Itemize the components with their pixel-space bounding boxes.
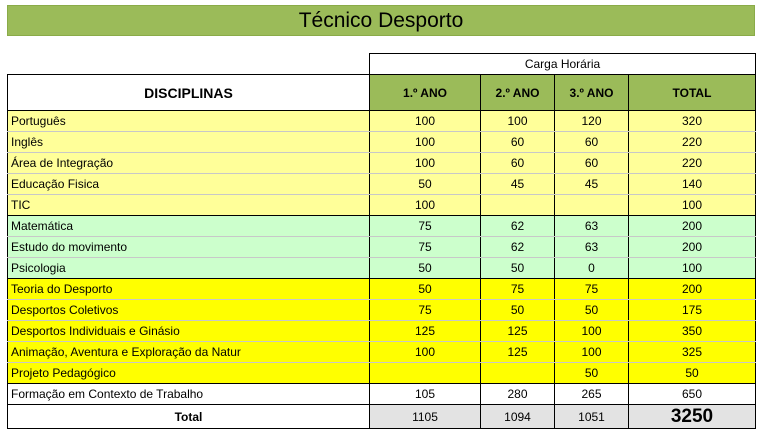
total-hours: 100 <box>629 258 756 279</box>
discipline-name: Português <box>8 111 370 132</box>
ano-3-hours: 120 <box>555 111 629 132</box>
ano-2-hours: 60 <box>481 153 555 174</box>
ano-2-hours <box>481 195 555 216</box>
ano-2-hours: 60 <box>481 132 555 153</box>
ano-3-hours: 75 <box>555 279 629 300</box>
page-title: Técnico Desporto <box>7 5 755 36</box>
total-hours: 220 <box>629 153 756 174</box>
ano-2-hours: 100 <box>481 111 555 132</box>
total-hours: 140 <box>629 174 756 195</box>
discipline-name: Área de Integração <box>8 153 370 174</box>
total-hours: 100 <box>629 195 756 216</box>
ano-3-hours: 60 <box>555 153 629 174</box>
discipline-name: Formação em Contexto de Trabalho <box>8 384 370 405</box>
ano-1-hours: 75 <box>370 237 481 258</box>
table-row <box>8 363 756 384</box>
table-row <box>8 216 756 237</box>
table-row <box>8 174 756 195</box>
ano-3-hours: 100 <box>555 342 629 363</box>
ano-1-hours: 75 <box>370 300 481 321</box>
table-row <box>8 279 756 300</box>
ano-3-hours: 50 <box>555 300 629 321</box>
carga-horaria-row <box>8 54 756 75</box>
ano-2-hours: 62 <box>481 216 555 237</box>
ano-3-hours: 60 <box>555 132 629 153</box>
discipline-name: Desportos Coletivos <box>8 300 370 321</box>
ano-1-hours: 105 <box>370 384 481 405</box>
total-hours: 200 <box>629 279 756 300</box>
ano-2-hours: 280 <box>481 384 555 405</box>
ano-2-hours: 45 <box>481 174 555 195</box>
ano-1-total: 1105 <box>370 405 481 429</box>
total-hours: 220 <box>629 132 756 153</box>
blank-cell <box>8 54 370 75</box>
discipline-name: Animação, Aventura e Exploração da Natur <box>8 342 370 363</box>
ano-1-hours: 75 <box>370 216 481 237</box>
ano-1-hours: 50 <box>370 258 481 279</box>
header-ano-2: 2.º ANO <box>481 75 555 111</box>
ano-2-total: 1094 <box>481 405 555 429</box>
discipline-name: Educação Fisica <box>8 174 370 195</box>
totals-row <box>8 405 756 429</box>
table-row <box>8 321 756 342</box>
total-hours: 50 <box>629 363 756 384</box>
ano-3-hours: 45 <box>555 174 629 195</box>
total-hours: 325 <box>629 342 756 363</box>
ano-3-hours: 265 <box>555 384 629 405</box>
discipline-name: Teoria do Desporto <box>8 279 370 300</box>
ano-1-hours: 50 <box>370 279 481 300</box>
discipline-name: Estudo do movimento <box>8 237 370 258</box>
discipline-name: Psicologia <box>8 258 370 279</box>
ano-3-hours: 50 <box>555 363 629 384</box>
header-ano-1: 1.º ANO <box>370 75 481 111</box>
discipline-name: Desportos Individuais e Ginásio <box>8 321 370 342</box>
header-ano-3: 3.º ANO <box>555 75 629 111</box>
totals-label: Total <box>8 405 370 429</box>
table-row <box>8 342 756 363</box>
carga-horaria-label: Carga Horária <box>370 54 756 75</box>
table-row <box>8 195 756 216</box>
ano-2-hours: 50 <box>481 258 555 279</box>
total-hours: 650 <box>629 384 756 405</box>
table-row <box>8 258 756 279</box>
header-row <box>8 75 756 111</box>
curriculum-table <box>7 53 756 429</box>
table-row <box>8 300 756 321</box>
table-row <box>8 111 756 132</box>
header-total: TOTAL <box>629 75 756 111</box>
ano-3-hours: 0 <box>555 258 629 279</box>
discipline-name: Matemática <box>8 216 370 237</box>
table-row <box>8 384 756 405</box>
ano-1-hours: 100 <box>370 132 481 153</box>
ano-3-hours: 100 <box>555 321 629 342</box>
ano-2-hours: 50 <box>481 300 555 321</box>
ano-2-hours: 75 <box>481 279 555 300</box>
ano-2-hours: 125 <box>481 342 555 363</box>
ano-1-hours: 125 <box>370 321 481 342</box>
ano-3-hours: 63 <box>555 237 629 258</box>
discipline-name: Projeto Pedagógico <box>8 363 370 384</box>
ano-1-hours <box>370 363 481 384</box>
ano-1-hours: 100 <box>370 195 481 216</box>
ano-1-hours: 100 <box>370 153 481 174</box>
table-row <box>8 153 756 174</box>
ano-3-total: 1051 <box>555 405 629 429</box>
ano-3-hours <box>555 195 629 216</box>
table-row <box>8 132 756 153</box>
total-hours: 200 <box>629 216 756 237</box>
ano-3-hours: 63 <box>555 216 629 237</box>
discipline-name: TIC <box>8 195 370 216</box>
total-hours: 320 <box>629 111 756 132</box>
total-hours: 350 <box>629 321 756 342</box>
header-disciplinas: DISCIPLINAS <box>8 75 370 111</box>
ano-2-hours <box>481 363 555 384</box>
discipline-name: Inglês <box>8 132 370 153</box>
total-hours: 200 <box>629 237 756 258</box>
grand-total: 3250 <box>629 405 756 429</box>
total-hours: 175 <box>629 300 756 321</box>
ano-2-hours: 125 <box>481 321 555 342</box>
ano-1-hours: 50 <box>370 174 481 195</box>
ano-1-hours: 100 <box>370 342 481 363</box>
ano-2-hours: 62 <box>481 237 555 258</box>
ano-1-hours: 100 <box>370 111 481 132</box>
table-row <box>8 237 756 258</box>
